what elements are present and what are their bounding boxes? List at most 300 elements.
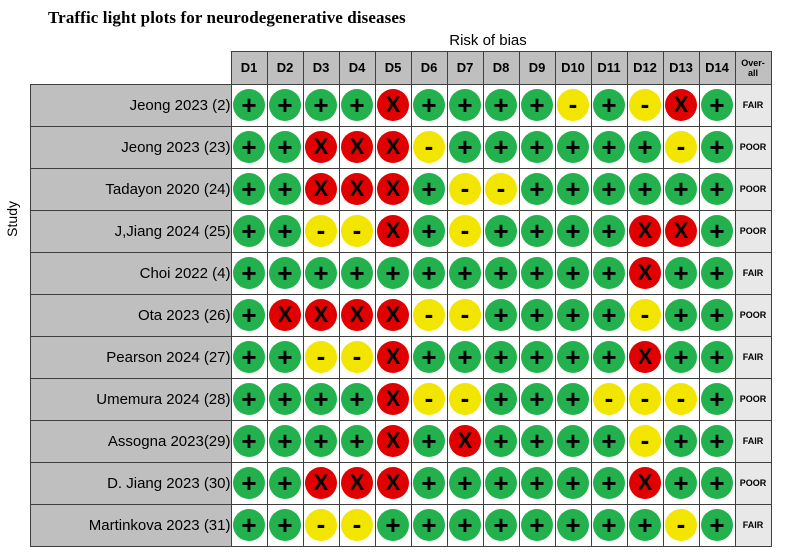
domain-header-d9: D9 (519, 52, 555, 85)
judgement-low-icon (233, 467, 265, 499)
judgement-low-icon (665, 257, 697, 289)
judgement-cell (519, 84, 555, 126)
judgement-low-icon (557, 467, 589, 499)
judgement-symbol: - (316, 214, 326, 245)
judgement-low-icon (521, 425, 553, 457)
judgement-cell (375, 420, 411, 462)
judgement-high-icon (629, 467, 661, 499)
judgement-cell (699, 84, 735, 126)
judgement-symbol: X (457, 428, 473, 453)
judgement-symbol: + (709, 384, 725, 414)
judgement-symbol: - (316, 340, 326, 371)
table-row (31, 336, 772, 378)
judgement-cell (231, 420, 267, 462)
judgement-low-icon (521, 467, 553, 499)
study-label: Ota 2023 (26) (31, 294, 232, 336)
domain-header-d5: D5 (375, 52, 411, 85)
judgement-high-icon (377, 131, 409, 163)
overall-judgement: FAIR (735, 252, 771, 294)
judgement-low-icon (521, 383, 553, 415)
judgement-high-icon (377, 425, 409, 457)
judgement-some-icon (629, 383, 661, 415)
judgement-symbol: + (241, 384, 257, 414)
judgement-cell (627, 294, 663, 336)
judgement-cell (375, 378, 411, 420)
judgement-cell (663, 462, 699, 504)
judgement-high-icon (341, 131, 373, 163)
judgement-symbol: + (601, 468, 617, 498)
judgement-symbol: + (277, 468, 293, 498)
judgement-low-icon (485, 341, 517, 373)
judgement-symbol: - (352, 508, 362, 539)
judgement-symbol: + (565, 342, 581, 372)
overall-judgement: FAIR (735, 420, 771, 462)
judgement-cell (663, 84, 699, 126)
judgement-cell (555, 210, 591, 252)
judgement-low-icon (269, 215, 301, 247)
judgement-cell (339, 420, 375, 462)
judgement-symbol: + (241, 468, 257, 498)
judgement-low-icon (233, 173, 265, 205)
judgement-symbol: X (637, 344, 653, 369)
judgement-symbol: + (601, 132, 617, 162)
judgement-low-icon (629, 509, 661, 541)
judgement-cell (447, 252, 483, 294)
judgement-low-icon (449, 257, 481, 289)
judgement-cell (447, 462, 483, 504)
judgement-low-icon (521, 173, 553, 205)
judgement-cell (663, 294, 699, 336)
y-axis-label: Study (4, 201, 20, 237)
judgement-cell (339, 504, 375, 546)
judgement-symbol: + (709, 510, 725, 540)
judgement-symbol: + (673, 174, 689, 204)
judgement-cell (483, 126, 519, 168)
judgement-cell (267, 378, 303, 420)
judgement-cell (483, 504, 519, 546)
judgement-symbol: + (673, 468, 689, 498)
domain-header-d12: D12 (627, 52, 663, 85)
judgement-symbol: + (601, 258, 617, 288)
judgement-symbol: - (496, 172, 506, 203)
judgement-low-icon (665, 425, 697, 457)
table-row (31, 210, 772, 252)
judgement-cell (555, 84, 591, 126)
judgement-symbol: + (493, 384, 509, 414)
judgement-cell (411, 84, 447, 126)
judgement-low-icon (521, 89, 553, 121)
judgement-low-icon (593, 425, 625, 457)
judgement-some-icon (449, 299, 481, 331)
judgement-symbol: - (640, 382, 650, 413)
judgement-symbol: + (421, 468, 437, 498)
judgement-low-icon (485, 299, 517, 331)
judgement-symbol: + (709, 468, 725, 498)
judgement-low-icon (593, 215, 625, 247)
judgement-some-icon (305, 341, 337, 373)
judgement-cell (231, 336, 267, 378)
judgement-low-icon (557, 425, 589, 457)
judgement-cell (519, 504, 555, 546)
judgement-cell (483, 84, 519, 126)
judgement-low-icon (341, 257, 373, 289)
judgement-low-icon (593, 257, 625, 289)
judgement-cell (591, 336, 627, 378)
judgement-symbol: - (460, 172, 470, 203)
judgement-some-icon (341, 215, 373, 247)
judgement-symbol: + (529, 468, 545, 498)
judgement-symbol: + (565, 510, 581, 540)
judgement-cell (267, 126, 303, 168)
page-title: Traffic light plots for neurodegenerative diseases (48, 8, 406, 27)
judgement-symbol: - (424, 130, 434, 161)
judgement-some-icon (413, 131, 445, 163)
judgement-symbol: + (565, 384, 581, 414)
judgement-cell (375, 126, 411, 168)
judgement-cell (411, 252, 447, 294)
judgement-cell (591, 462, 627, 504)
judgement-some-icon (485, 173, 517, 205)
judgement-symbol: + (709, 216, 725, 246)
judgement-symbol: + (493, 90, 509, 120)
judgement-cell (519, 378, 555, 420)
judgement-symbol: + (673, 300, 689, 330)
study-label: Assogna 2023(29) (31, 420, 232, 462)
judgement-symbol: X (385, 134, 401, 159)
judgement-symbol: - (424, 298, 434, 329)
table-header-row (31, 52, 772, 85)
judgement-symbol: + (277, 132, 293, 162)
judgement-cell (663, 336, 699, 378)
judgement-cell (339, 210, 375, 252)
judgement-low-icon (341, 383, 373, 415)
judgement-cell (231, 210, 267, 252)
judgement-cell (519, 336, 555, 378)
study-label: Pearson 2024 (27) (31, 336, 232, 378)
judgement-cell (483, 336, 519, 378)
judgement-low-icon (701, 341, 733, 373)
judgement-cell (591, 252, 627, 294)
judgement-some-icon (413, 299, 445, 331)
judgement-symbol: X (313, 470, 329, 495)
judgement-low-icon (233, 215, 265, 247)
study-label: Jeong 2023 (23) (31, 126, 232, 168)
study-label: Choi 2022 (4) (31, 252, 232, 294)
judgement-cell (411, 462, 447, 504)
judgement-high-icon (341, 467, 373, 499)
judgement-high-icon (377, 173, 409, 205)
judgement-symbol: + (637, 174, 653, 204)
judgement-low-icon (701, 89, 733, 121)
judgement-some-icon (665, 383, 697, 415)
judgement-symbol: + (565, 468, 581, 498)
judgement-cell (375, 168, 411, 210)
judgement-cell (411, 126, 447, 168)
judgement-low-icon (701, 467, 733, 499)
judgement-symbol: + (529, 426, 545, 456)
judgement-symbol: + (565, 300, 581, 330)
domain-header-d7: D7 (447, 52, 483, 85)
judgement-symbol: + (241, 174, 257, 204)
judgement-cell (627, 210, 663, 252)
judgement-cell (555, 504, 591, 546)
judgement-cell (663, 168, 699, 210)
judgement-cell (483, 378, 519, 420)
judgement-cell (447, 294, 483, 336)
judgement-cell (627, 462, 663, 504)
judgement-symbol: X (385, 218, 401, 243)
judgement-cell (267, 420, 303, 462)
judgement-symbol: X (349, 302, 365, 327)
judgement-symbol: + (529, 342, 545, 372)
judgement-cell (555, 252, 591, 294)
judgement-cell (483, 210, 519, 252)
judgement-some-icon (449, 173, 481, 205)
domain-header-d3: D3 (303, 52, 339, 85)
judgement-cell (447, 84, 483, 126)
judgement-symbol: - (640, 424, 650, 455)
table-row (31, 420, 772, 462)
x-axis-label: Risk of bias (449, 32, 527, 49)
judgement-symbol: - (316, 508, 326, 539)
judgement-symbol: + (241, 426, 257, 456)
overall-judgement: POOR (735, 462, 771, 504)
judgement-symbol: + (277, 216, 293, 246)
judgement-symbol: + (493, 510, 509, 540)
judgement-low-icon (701, 299, 733, 331)
domain-header-d1: D1 (231, 52, 267, 85)
judgement-low-icon (593, 173, 625, 205)
judgement-cell (699, 252, 735, 294)
judgement-cell (627, 378, 663, 420)
judgement-cell (447, 210, 483, 252)
judgement-cell (447, 336, 483, 378)
judgement-cell (375, 336, 411, 378)
judgement-some-icon (449, 215, 481, 247)
judgement-cell (699, 462, 735, 504)
judgement-cell (267, 462, 303, 504)
judgement-cell (303, 126, 339, 168)
judgement-symbol: + (277, 174, 293, 204)
judgement-symbol: + (529, 174, 545, 204)
judgement-low-icon (413, 509, 445, 541)
judgement-cell (303, 294, 339, 336)
judgement-symbol: + (565, 426, 581, 456)
judgement-symbol: X (385, 92, 401, 117)
judgement-low-icon (305, 257, 337, 289)
judgement-cell (591, 420, 627, 462)
judgement-low-icon (341, 89, 373, 121)
judgement-high-icon (341, 299, 373, 331)
judgement-high-icon (629, 215, 661, 247)
judgement-cell (663, 126, 699, 168)
judgement-symbol: + (565, 132, 581, 162)
judgement-symbol: + (241, 132, 257, 162)
judgement-cell (591, 210, 627, 252)
judgement-symbol: + (673, 342, 689, 372)
judgement-low-icon (521, 299, 553, 331)
judgement-low-icon (233, 509, 265, 541)
overall-judgement: FAIR (735, 336, 771, 378)
judgement-symbol: X (673, 92, 689, 117)
judgement-low-icon (593, 467, 625, 499)
judgement-low-icon (521, 509, 553, 541)
judgement-cell (699, 378, 735, 420)
judgement-symbol: X (313, 302, 329, 327)
study-label: J,Jiang 2024 (25) (31, 210, 232, 252)
judgement-symbol: X (313, 134, 329, 159)
judgement-cell (231, 504, 267, 546)
judgement-low-icon (665, 173, 697, 205)
judgement-cell (375, 294, 411, 336)
judgement-some-icon (341, 509, 373, 541)
judgement-some-icon (629, 425, 661, 457)
judgement-low-icon (413, 257, 445, 289)
judgement-cell (663, 210, 699, 252)
judgement-symbol: + (601, 510, 617, 540)
judgement-symbol: + (493, 468, 509, 498)
judgement-high-icon (377, 467, 409, 499)
judgement-symbol: X (385, 302, 401, 327)
judgement-symbol: + (709, 174, 725, 204)
judgement-low-icon (269, 173, 301, 205)
judgement-cell (267, 252, 303, 294)
judgement-symbol: + (241, 216, 257, 246)
judgement-symbol: + (601, 426, 617, 456)
judgement-symbol: + (493, 132, 509, 162)
table-row (31, 84, 772, 126)
judgement-symbol: + (277, 90, 293, 120)
judgement-symbol: + (673, 426, 689, 456)
judgement-low-icon (305, 425, 337, 457)
judgement-low-icon (629, 131, 661, 163)
judgement-some-icon (305, 215, 337, 247)
judgement-low-icon (557, 131, 589, 163)
study-label: Umemura 2024 (28) (31, 378, 232, 420)
judgement-symbol: + (601, 90, 617, 120)
table-row (31, 378, 772, 420)
judgement-cell (231, 126, 267, 168)
judgement-low-icon (413, 173, 445, 205)
judgement-cell (555, 378, 591, 420)
study-label: Tadayon 2020 (24) (31, 168, 232, 210)
judgement-low-icon (593, 131, 625, 163)
judgement-cell (519, 210, 555, 252)
judgement-low-icon (269, 89, 301, 121)
judgement-low-icon (485, 509, 517, 541)
judgement-symbol: + (637, 510, 653, 540)
judgement-symbol: + (493, 426, 509, 456)
judgement-high-icon (665, 215, 697, 247)
judgement-low-icon (485, 383, 517, 415)
judgement-cell (303, 168, 339, 210)
judgement-symbol: X (385, 428, 401, 453)
judgement-symbol: + (421, 258, 437, 288)
judgement-some-icon (629, 299, 661, 331)
judgement-low-icon (557, 257, 589, 289)
judgement-cell (303, 210, 339, 252)
judgement-symbol: + (529, 384, 545, 414)
judgement-symbol: + (673, 258, 689, 288)
header-corner-spacer (31, 52, 232, 85)
judgement-symbol: + (421, 426, 437, 456)
judgement-cell (447, 420, 483, 462)
judgement-low-icon (485, 425, 517, 457)
judgement-symbol: - (640, 88, 650, 119)
judgement-high-icon (377, 215, 409, 247)
traffic-light-plot (0, 51, 793, 547)
judgement-cell (231, 168, 267, 210)
judgement-cell (699, 126, 735, 168)
table-row (31, 252, 772, 294)
judgement-cell (591, 504, 627, 546)
judgement-some-icon (629, 89, 661, 121)
judgement-low-icon (377, 257, 409, 289)
judgement-symbol: + (277, 426, 293, 456)
judgement-low-icon (233, 425, 265, 457)
judgement-symbol: X (673, 218, 689, 243)
judgement-cell (663, 252, 699, 294)
judgement-low-icon (269, 341, 301, 373)
judgement-cell (591, 126, 627, 168)
judgement-low-icon (449, 467, 481, 499)
judgement-symbol: + (493, 300, 509, 330)
judgement-cell (555, 294, 591, 336)
judgement-cell (303, 84, 339, 126)
judgement-symbol: - (640, 298, 650, 329)
judgement-low-icon (629, 173, 661, 205)
judgement-symbol: + (457, 468, 473, 498)
judgement-symbol: + (709, 300, 725, 330)
judgement-low-icon (233, 257, 265, 289)
judgement-low-icon (701, 131, 733, 163)
judgement-symbol: + (565, 258, 581, 288)
judgement-cell (627, 336, 663, 378)
study-label: Martinkova 2023 (31) (31, 504, 232, 546)
domain-header-d2: D2 (267, 52, 303, 85)
judgement-symbol: + (241, 258, 257, 288)
table-row (31, 294, 772, 336)
judgement-cell (339, 378, 375, 420)
judgement-cell (699, 168, 735, 210)
judgement-symbol: + (349, 90, 365, 120)
table-row (31, 168, 772, 210)
judgement-high-icon (305, 299, 337, 331)
judgement-high-icon (377, 89, 409, 121)
judgement-cell (303, 420, 339, 462)
judgement-symbol: + (601, 216, 617, 246)
judgement-cell (483, 252, 519, 294)
judgement-cell (447, 504, 483, 546)
judgement-cell (339, 84, 375, 126)
judgement-cell (483, 462, 519, 504)
overall-judgement: FAIR (735, 504, 771, 546)
judgement-some-icon (665, 131, 697, 163)
judgement-symbol: + (601, 342, 617, 372)
judgement-cell (411, 210, 447, 252)
judgement-low-icon (413, 341, 445, 373)
judgement-low-icon (305, 383, 337, 415)
judgement-symbol: + (421, 90, 437, 120)
judgement-cell (303, 252, 339, 294)
judgement-cell (483, 420, 519, 462)
judgement-cell (339, 252, 375, 294)
judgement-cell (447, 126, 483, 168)
judgement-symbol: + (457, 342, 473, 372)
judgement-low-icon (269, 131, 301, 163)
judgement-low-icon (449, 131, 481, 163)
judgement-high-icon (269, 299, 301, 331)
